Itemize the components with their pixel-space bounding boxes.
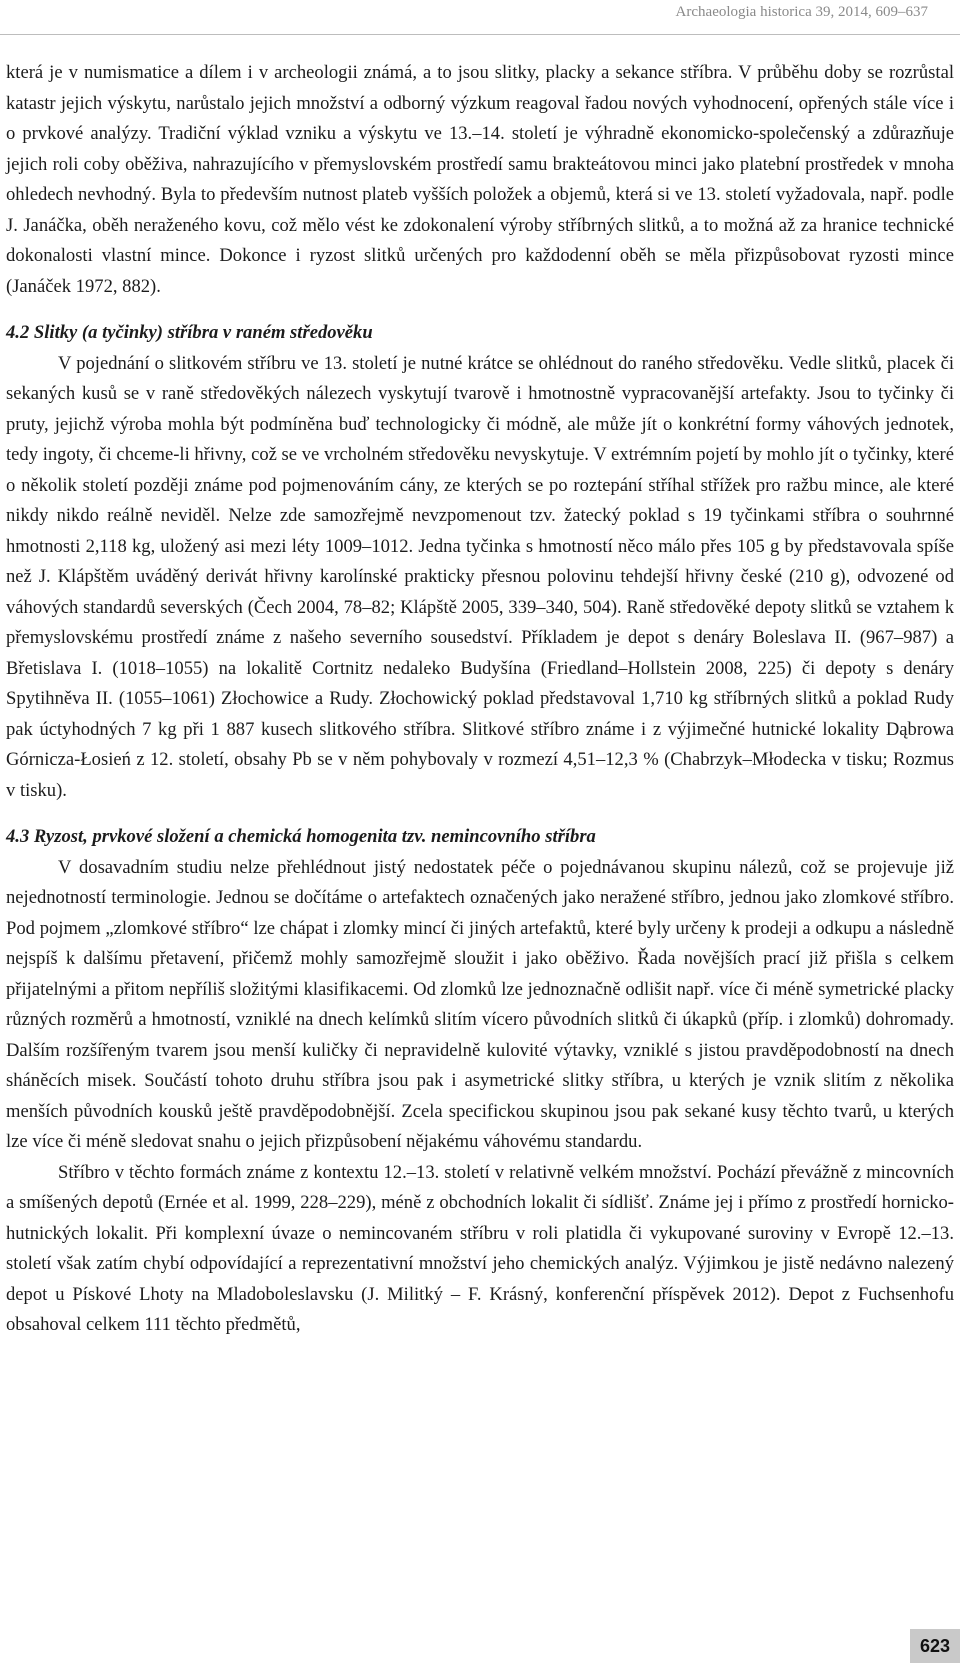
paragraph-section-4-3-b: Stříbro v těchto formách známe z kontextu 12.–13. století v relativně velkém množství. Pochází převážně z mincovních a smíšených depotů (Ernée et al. 1999, 228–229), méně z obchodních lokalit či sídlišť. Známe jej i přímo z prostředí hornicko-hutnických lokalit. Při komplexní úvaze o nemincovaném stříbru v roli platidla či vykupované suroviny v Evropě 12.–13. století však zatím chybí odpovídající a reprezentativní množství jeho chemických analýz. Výjimkou je jistě nedávno nalezený depot u Pískové Lhoty na Mladoboleslavsku (J. Militký – F. Krásný, konferenční příspěvek 2012). Depot z Fuchsenhofu obsahoval celkem 111 těchto předmětů, xyxy=(6,1161,954,1335)
page-number: 623 xyxy=(910,1629,960,1663)
article-body xyxy=(6,58,954,1341)
section-heading-4-3: 4.3 Ryzost, prvkové složení a chemická homogenita tzv. nemincovního stříbra xyxy=(6,826,596,847)
paragraph-section-4-3-a: V dosavadním studiu nelze přehlédnout jistý nedostatek péče o pojednávanou skupinu nálezů, což se projevuje již nejednotností terminologie. Jednou se dočítáme o artefaktech označených jako neražené stříbro, jednou jako zlomkové stříbro. Pod pojmem „zlomkové stříbro“ lze chápat i zlomky mincí či jiných artefaktů, které byly určeny k prodeji a odkupu a následně nejspíš k dalšímu přetavení, přičemž mohly samozřejmě sloužit i jako oběživo. Řada novějších prací již přišla s celkem přijatelnými a přitom nepříliš složitými klasifikacemi. Od zlomků lze jednoznačně odlišit např. více či méně symetrické placky různých rozměrů a hmotností, vzniklé na dnech kelímků slitím vícero původních slitků či úkapků (příp. i zlomků) dohromady. Dalším rozšířeným tvarem jsou menší kuličky či nepravidelně kulovité výtavky, vzniklé s jistou pravděpodobností na dnech sháněcích misek. Součástí tohoto druhu stříbra jsou pak i asymetrické slitky stříbra, u kterých je vznik slitím z několika menších původních kousků ještě pravděpodobnější. Zcela specifickou skupinou jsou pak sekané kusy těchto tvarů, u kterých lze více či méně sledovat snahu o jejich přizpůsobení nějakému váhovému standardu. xyxy=(6,856,954,1152)
paragraph-continuation: která je v numismatice a dílem i v archeologii známá, a to jsou slitky, placky a sekance stříbra. V průběhu doby se rozrůstal katastr jejich výskytu, narůstalo jejich množství a odborný výzkum reagoval řadou nových vyhodnocení, opřených stále více i o prvkové analýzy. Tradiční výklad vzniku a výskytu ve 13.–14. století je výhradně ekonomicko-společenský a zdůrazňuje jejich roli coby oběživa, nahrazujícího v přemyslovském prostředí samu brakteátovou minci jako platební prostředek v mnoha ohledech nevhodný. Byla to především nutnost plateb vyšších položek a objemů, která si ve 13. století vyžadovala, např. podle J. Janáčka, oběh neraženého kovu, což mělo vést ke zdokonalení výroby stříbrných slitků, a to možná až za hranice technické dokonalosti vlastní mince. Dokonce i ryzost slitků určených pro každodenní oběh se měla přizpůsobovat ryzosti mince (Janáček 1972, 882). xyxy=(6,62,954,297)
running-head: Archaeologia historica 39, 2014, 609–637 xyxy=(675,4,928,20)
paragraph-section-4-2: V pojednání o slitkovém stříbru ve 13. století je nutné krátce se ohlédnout do raného středověku. Vedle slitků, placek či sekaných kusů se v raně středověkých nálezech vyskytují tvarově i hmotnostně vypracovanější artefakty. Jsou to tyčinky či pruty, jejichž výroba mohla být podmíněna buď technologicky či módně, ale může jít o konkrétní formy váhových jednotek, tedy ingoty, či chceme-li hřivny, což se ve vrcholném středověku nevyskytuje. V extrémním pojetí by mohlo jít o tyčinky, které o několik století později známe pod pojmenováním cány, ze kterých se po roztepání stříhal střížek pro ražbu mince, ale které nikdy nikdo reálně neviděl. Nelze zde samozřejmě nevzpomenout tzv. žatecký poklad s 19 tyčinkami stříbra o souhrnné hmotnosti 2,118 kg, uložený asi mezi léty 1009–1012. Jedna tyčinka s hmotností něco málo přes 105 g by představovala spíše než J. Klápštěm uváděný derivát hřivny karolínské prakticky přesnou polovinu tehdejší hřivny české (210 g), odvozené od váhových standardů severských (Čech 2004, 78–82; Klápště 2005, 339–340, 504). Raně středověké depoty slitků se vztahem k přemyslovskému prostředí známe z našeho severního sousedství. Příkladem je depot s denáry Boleslava II. (967–987) a Břetislava I. (1018–1055) na lokalitě Cortnitz nedaleko Budyšína (Friedland–Hollstein 2008, 225) či depoty s denáry Spytihněva II. (1055–1061) Złochowice a Rudy. Złochowický poklad představoval 1,710 kg stříbrných slitků a poklad Rudy pak úctyhodných 7 kg při 1 887 kusech slitkového stříbra. Slitkové stříbro známe i z výjimečné hutnické lokality Dąbrowa Górnicza-Łosień z 12. století, obsahy Pb se v něm pohybovaly v rozmezí 4,51–12,3 % (Chabrzyk–Młodecka v tisku; Rozmus v tisku). xyxy=(6,352,954,801)
section-heading-4-2: 4.2 Slitky (a tyčinky) stříbra v raném středověku xyxy=(6,322,373,343)
header-rule xyxy=(0,34,960,35)
